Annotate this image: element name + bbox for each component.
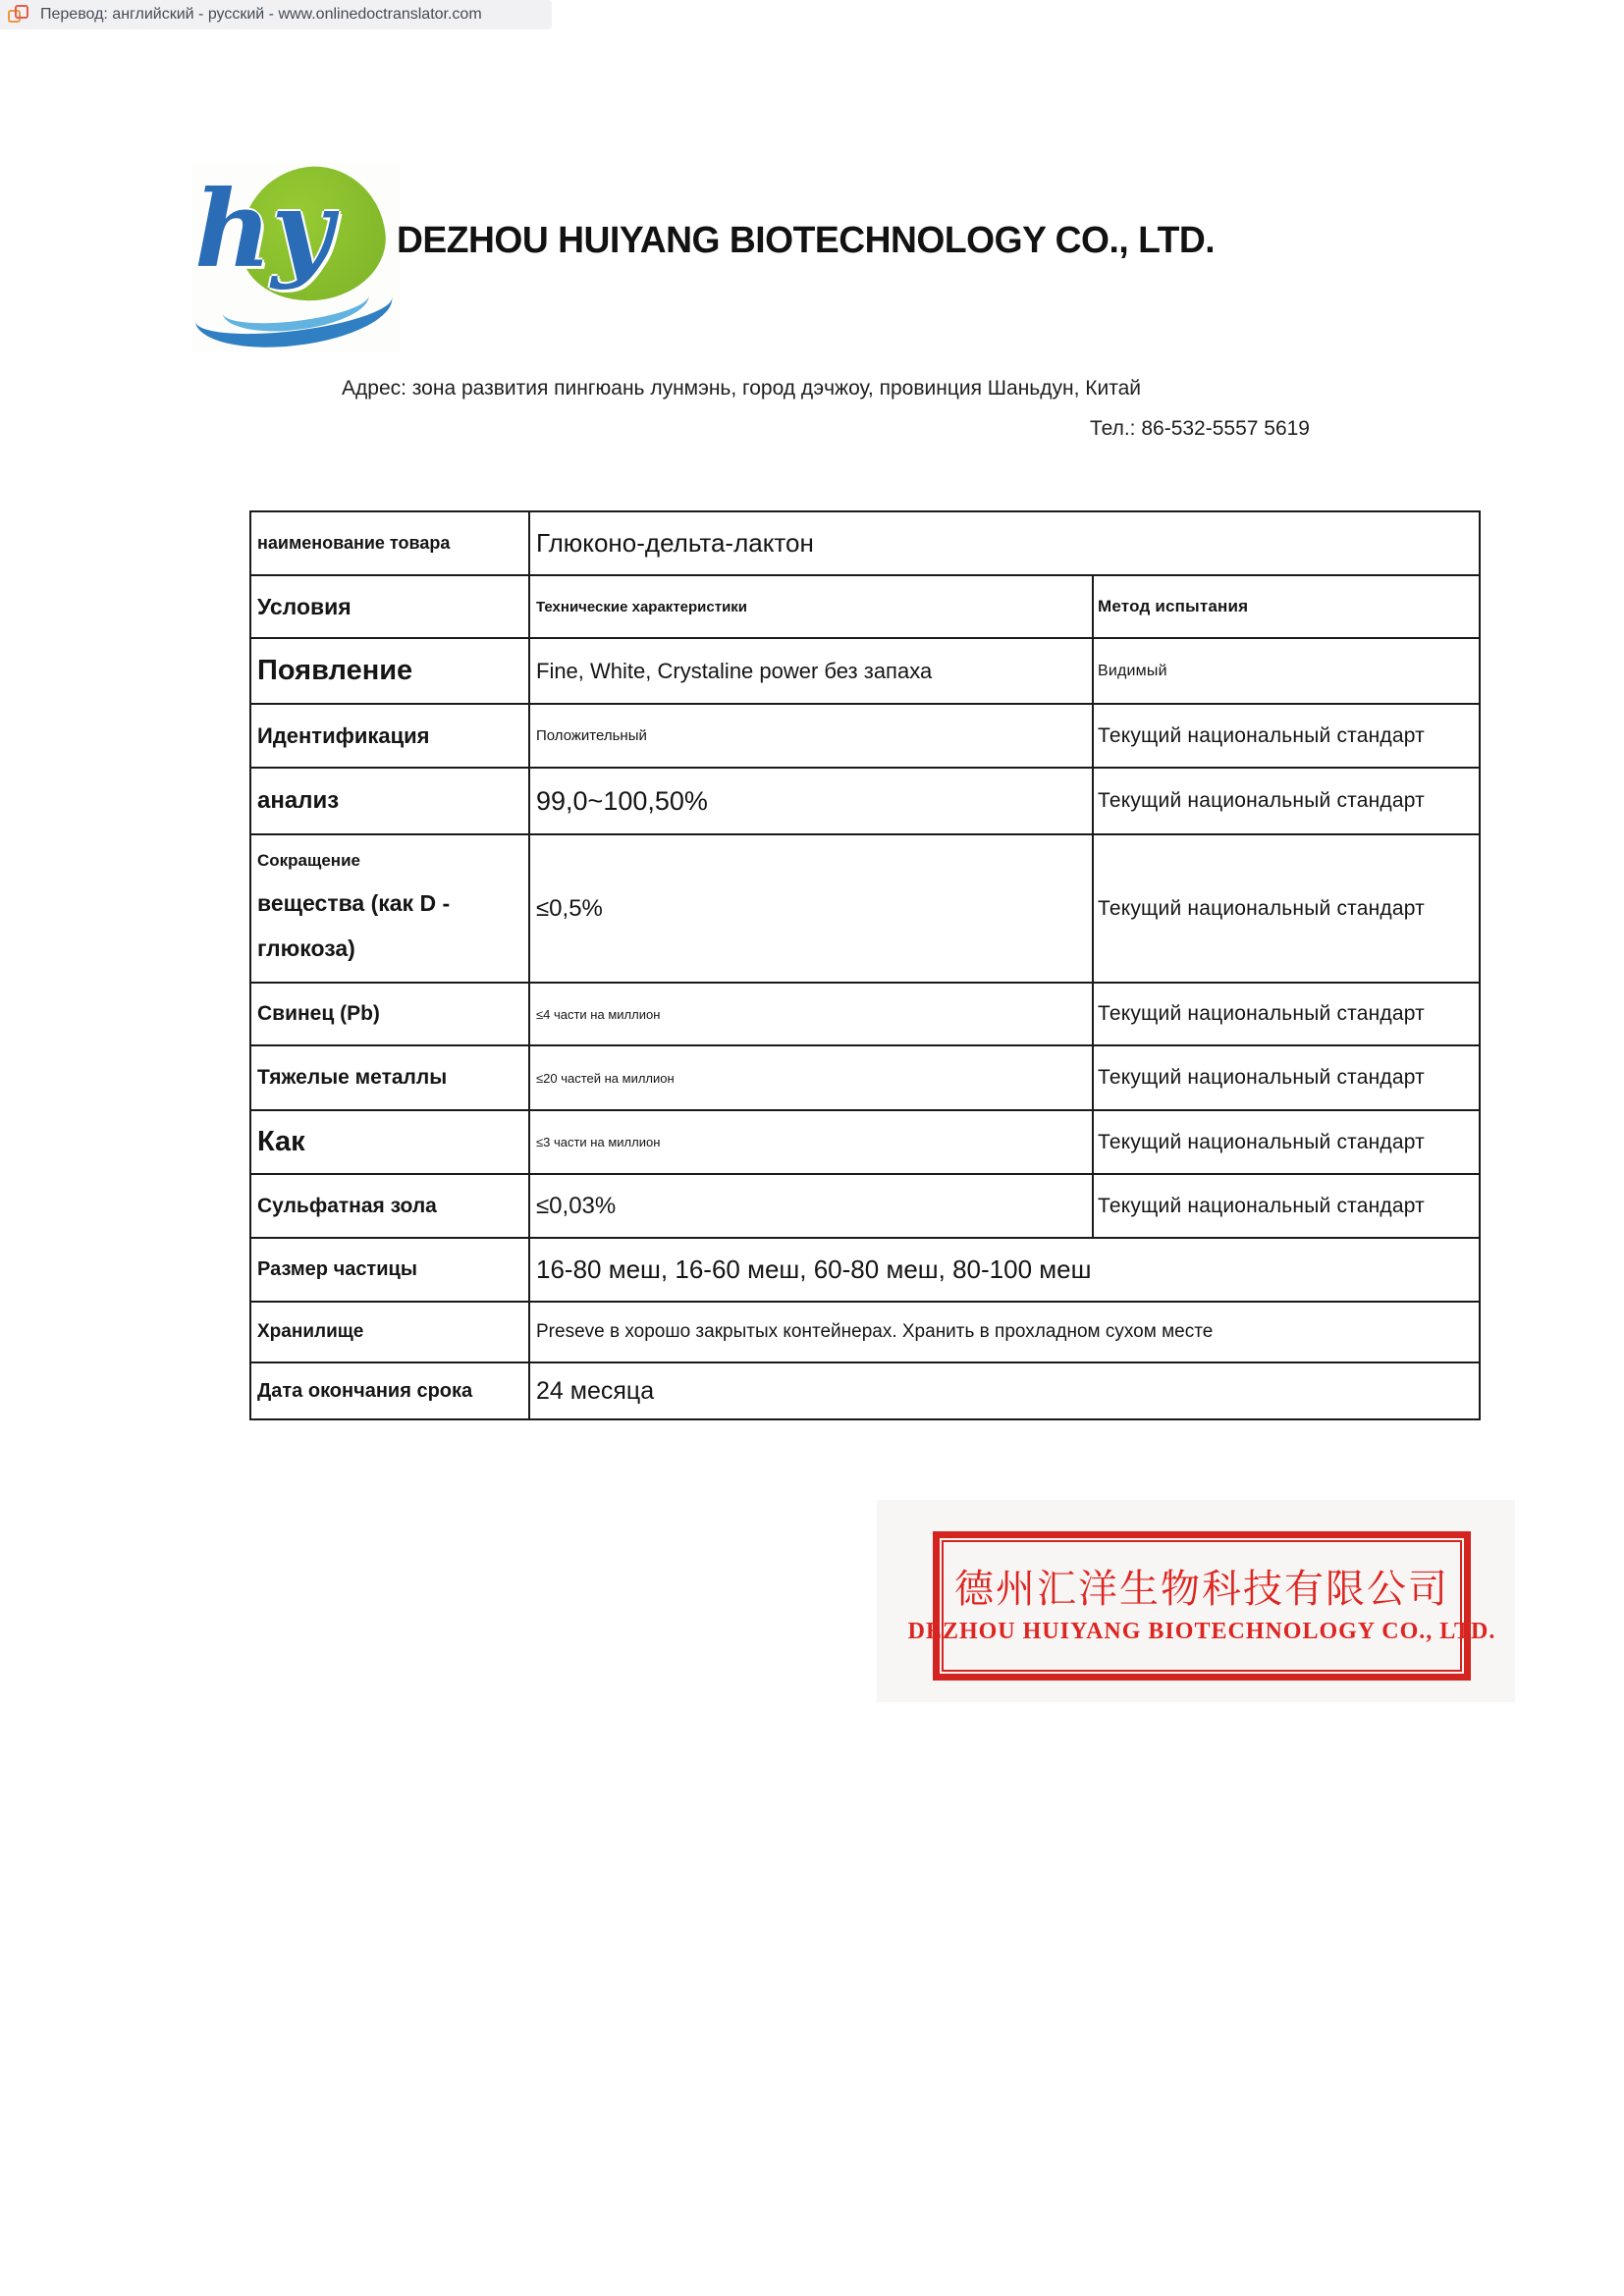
stamp-english-text: DEZHOU HUIYANG BIOTECHNOLOGY CO., LTD.	[907, 1618, 1496, 1644]
heavy-metals-method: Текущий национальный стандарт	[1093, 1045, 1480, 1110]
sulphated-ash-value: ≤0,03%	[529, 1174, 1093, 1238]
table-row	[250, 511, 1480, 575]
table-row	[250, 1362, 1480, 1419]
table-row	[250, 1302, 1480, 1362]
table-row	[250, 768, 1480, 834]
stamp-border	[907, 1531, 1496, 1681]
reducing-substance-label-line1: Сокращение	[257, 850, 360, 870]
lead-value: ≤4 части на миллион	[529, 983, 1093, 1045]
table-row	[250, 983, 1480, 1045]
assay-method: Текущий национальный стандарт	[1093, 768, 1480, 834]
company-logo	[192, 163, 401, 351]
table-row	[250, 704, 1480, 768]
table-row	[250, 1045, 1480, 1110]
appearance-value: Fine, White, Crystaline power без запаха	[529, 638, 1093, 704]
heavy-metals-value: ≤20 частей на миллион	[529, 1045, 1093, 1110]
table-row	[250, 638, 1480, 704]
table-row	[250, 1110, 1480, 1174]
product-name-label: наименование товара	[250, 511, 529, 575]
particle-size-value: 16-80 меш, 16-60 меш, 60-80 меш, 80-100 меш	[529, 1238, 1480, 1302]
company-address: Адрес: зона развития пингюань лунмэнь, город дэчжоу, провинция Шаньдун, Китай	[342, 377, 1142, 400]
product-name-value: Глюконо-дельта-лактон	[529, 511, 1480, 575]
logo-hy-monogram: hy	[194, 168, 334, 292]
reducing-substance-method: Текущий национальный стандарт	[1093, 834, 1480, 983]
reducing-substance-label-line2: вещества (как D - глюкоза)	[257, 889, 451, 961]
table-header-row	[250, 575, 1480, 638]
company-title: DEZHOU HUIYANG BIOTECHNOLOGY CO., LTD.	[397, 220, 1216, 261]
translator-bar[interactable]	[0, 0, 552, 29]
expiry-date-label: Дата окончания срока	[250, 1362, 529, 1419]
reducing-substance-label	[250, 834, 529, 983]
sulphated-ash-label: Сульфатная зола	[250, 1174, 529, 1238]
column-header-test-method: Метод испытания	[1093, 575, 1480, 638]
table-row	[250, 834, 1480, 983]
sulphated-ash-method: Текущий национальный стандарт	[1093, 1174, 1480, 1238]
table-row	[250, 1174, 1480, 1238]
table-row	[250, 1238, 1480, 1302]
appearance-method: Видимый	[1093, 638, 1480, 704]
expiry-date-value: 24 месяца	[529, 1362, 1480, 1419]
assay-value: 99,0~100,50%	[529, 768, 1093, 834]
lead-method: Текущий национальный стандарт	[1093, 983, 1480, 1045]
column-header-specifications: Технические характеристики	[529, 575, 1093, 638]
appearance-label: Появление	[250, 638, 529, 704]
column-header-conditions: Условия	[250, 575, 529, 638]
storage-label: Хранилище	[250, 1302, 529, 1362]
identification-label: Идентификация	[250, 704, 529, 768]
company-stamp	[877, 1500, 1515, 1702]
reducing-substance-value: ≤0,5%	[529, 834, 1093, 983]
particle-size-label: Размер частицы	[250, 1238, 529, 1302]
spec-table	[249, 510, 1481, 1420]
storage-value: Preseve в хорошо закрытых контейнерах. Хранить в прохладном сухом месте	[529, 1302, 1480, 1362]
identification-value: Положительный	[529, 704, 1093, 768]
arsenic-value: ≤3 части на миллион	[529, 1110, 1093, 1174]
heavy-metals-label: Тяжелые металлы	[250, 1045, 529, 1110]
assay-label: анализ	[250, 768, 529, 834]
translate-icon	[8, 4, 31, 26]
arsenic-label: Как	[250, 1110, 529, 1174]
stamp-inner-border	[907, 1540, 1496, 1672]
translator-label: Перевод: английский - русский - www.onlinedoctranslator.com	[40, 6, 482, 23]
company-phone: Тел.: 86-532-5557 5619	[1089, 417, 1310, 440]
lead-label: Свинец (Pb)	[250, 983, 529, 1045]
arsenic-method: Текущий национальный стандарт	[1093, 1110, 1480, 1174]
translate-icon-front-square	[15, 5, 28, 19]
identification-method: Текущий национальный стандарт	[1093, 704, 1480, 768]
stamp-chinese-text: 德州汇洋生物科技有限公司	[954, 1566, 1449, 1612]
